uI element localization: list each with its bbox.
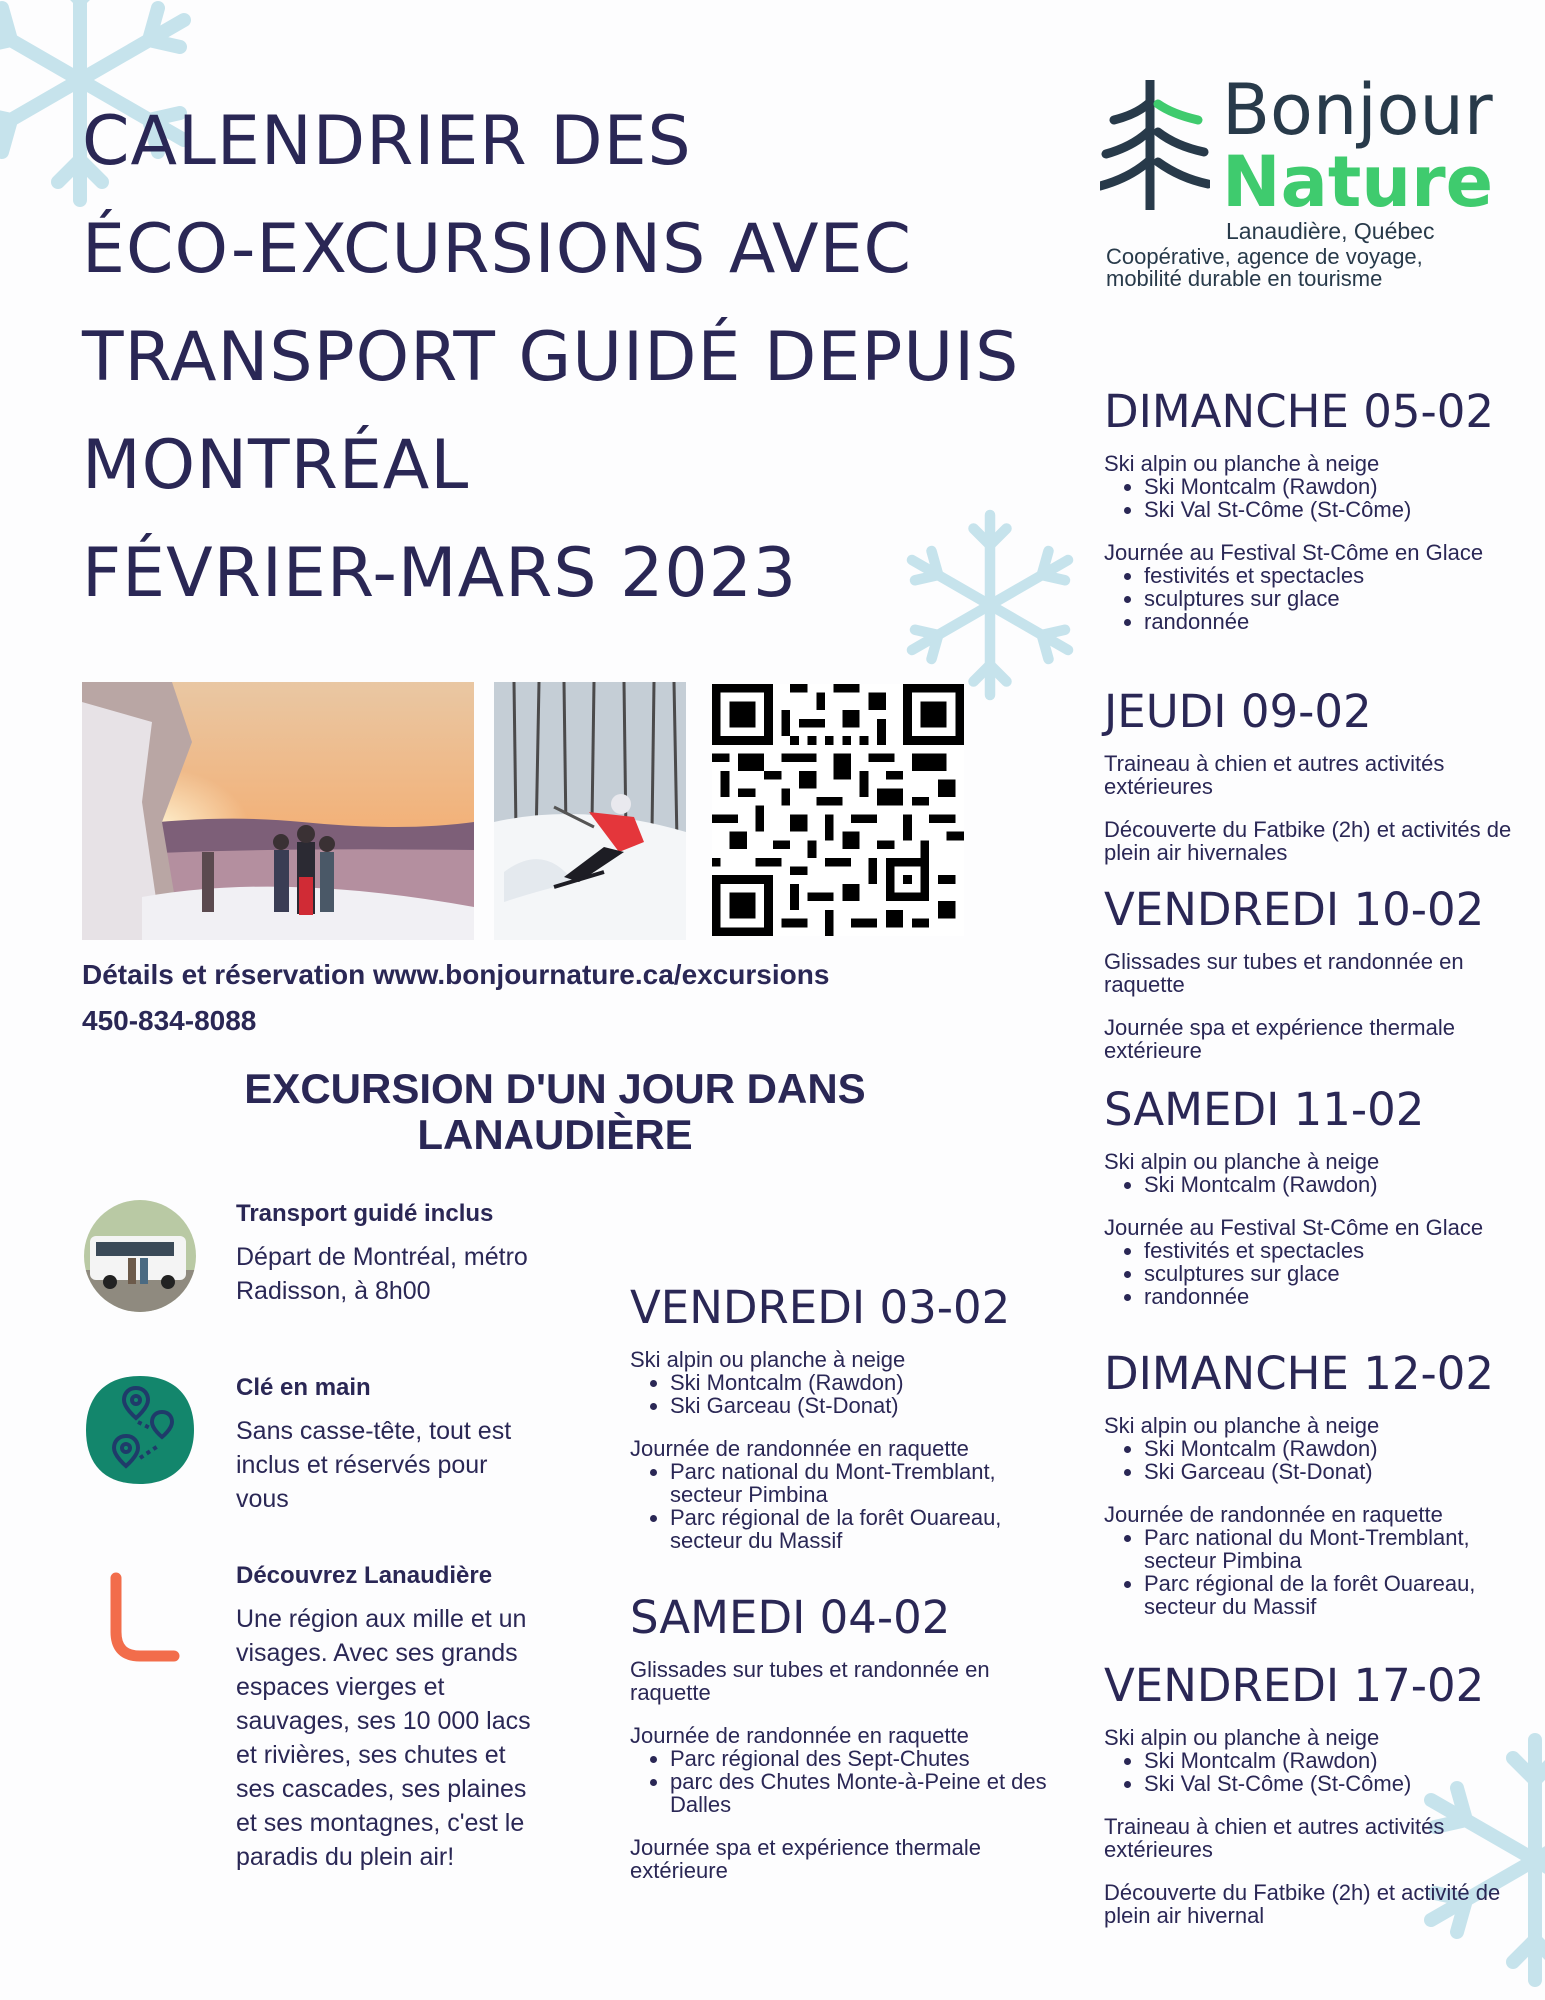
activity-list	[1104, 1173, 1524, 1196]
qr-code-icon	[712, 684, 964, 936]
list-item: • Ski Montcalm (Rawdon)	[1144, 1173, 1524, 1196]
feature-cle-en-main	[84, 1374, 554, 1524]
day-jeudi-09-02	[1104, 686, 1524, 884]
activity	[1104, 541, 1524, 633]
feature-title: Transport guidé inclus	[236, 1200, 494, 1227]
title-line: TRANSPORT GUIDÉ DEPUIS	[82, 318, 1020, 397]
list-item: • festivités et spectacles	[1144, 564, 1524, 587]
bonjour-nature-logo	[1100, 70, 1540, 310]
feature-text: Une région aux mille et un visages. Avec ses grands espaces vierges et sauvages, ses 10 000 lacs et rivières, ses chutes et ses cascades, ses plaines et ses montagnes, c'est le paradis du plein air!	[236, 1605, 531, 1871]
feature-title: Clé en main	[236, 1374, 371, 1401]
activity-name: Glissades sur tubes et randonnée en raquette	[630, 1657, 990, 1705]
activity-name: Journée spa et expérience thermale extérieure	[630, 1835, 981, 1883]
activity-name: Traineau à chien et autres activités extérieures	[1104, 751, 1445, 799]
list-item: • Ski Val St-Côme (St-Côme)	[1144, 498, 1524, 521]
activity	[1104, 1216, 1524, 1308]
day-dimanche-12-02	[1104, 1348, 1524, 1638]
activity	[1104, 1016, 1524, 1062]
lanaudiere-l-icon	[84, 1562, 196, 1674]
logo-tagline	[1106, 246, 1536, 290]
activity-name: Découverte du Fatbike (2h) et activités de plein air hivernales	[1104, 817, 1512, 865]
list-item: • Parc régional de la forêt Ouareau, secteur du Massif	[670, 1506, 1050, 1552]
day-vendredi-03-02	[630, 1282, 1050, 1572]
list-item: • sculptures sur glace	[1144, 587, 1524, 610]
feature-transport	[84, 1200, 554, 1330]
activity	[1104, 950, 1524, 996]
logo-text-bonjour: Bonjour	[1222, 69, 1493, 151]
activity	[1104, 1503, 1524, 1618]
activity-list	[1104, 475, 1524, 521]
day-date: SAMEDI 04-02	[630, 1591, 951, 1644]
activity	[1104, 1150, 1524, 1196]
activity-name: Journée de randonnée en raquette	[630, 1723, 969, 1748]
activity-name: Ski alpin ou planche à neige	[630, 1347, 906, 1372]
activity-name: Journée de randonnée en raquette	[630, 1436, 969, 1461]
logo-text-nature: Nature	[1222, 141, 1494, 223]
activity	[1104, 818, 1524, 864]
map-pins-icon	[84, 1374, 196, 1486]
activity-list	[630, 1371, 1050, 1417]
feature-text: Sans casse-tête, tout est inclus et réservés pour vous	[236, 1417, 512, 1513]
activity	[630, 1348, 1050, 1417]
activity-list	[1104, 1526, 1524, 1618]
excursion-heading: EXCURSION D'UN JOUR DANS LANAUDIÈRE	[244, 1065, 866, 1158]
activity-list	[630, 1747, 1050, 1816]
activity-name: Journée spa et expérience thermale extérieure	[1104, 1015, 1455, 1063]
activity-name: Journée au Festival St-Côme en Glace	[1104, 1215, 1484, 1240]
day-date: DIMANCHE 05-02	[1104, 385, 1494, 438]
activity-list	[630, 1460, 1050, 1552]
day-vendredi-17-02	[1104, 1660, 1524, 1947]
list-item: • Ski Montcalm (Rawdon)	[1144, 475, 1524, 498]
list-item: • Parc national du Mont-Tremblant, secteur Pimbina	[670, 1460, 1050, 1506]
title-line: CALENDRIER DES	[82, 102, 692, 181]
list-item: • Ski Montcalm (Rawdon)	[1144, 1749, 1524, 1772]
activity-name: Journée de randonnée en raquette	[1104, 1502, 1443, 1527]
activity	[1104, 452, 1524, 521]
list-item: • randonnée	[1144, 610, 1524, 633]
activity-list	[1104, 564, 1524, 633]
day-samedi-11-02	[1104, 1084, 1524, 1328]
tagline-line: mobilité durable en tourisme	[1106, 266, 1383, 291]
activity-list	[1104, 1239, 1524, 1308]
list-item: • Parc régional de la forêt Ouareau, secteur du Massif	[1144, 1572, 1524, 1618]
activity-name: Ski alpin ou planche à neige	[1104, 1413, 1380, 1438]
photo-sunset-hikers	[82, 682, 474, 940]
day-samedi-04-02	[630, 1592, 1050, 1902]
day-date: JEUDI 09-02	[1104, 685, 1372, 738]
day-date: VENDREDI 17-02	[1104, 1659, 1485, 1712]
activity	[630, 1836, 1050, 1882]
activity	[1104, 1815, 1524, 1861]
list-item: • Parc national du Mont-Tremblant, secteur Pimbina	[1144, 1526, 1524, 1572]
list-item: • Ski Garceau (St-Donat)	[670, 1394, 1050, 1417]
feature-title: Découvrez Lanaudière	[236, 1562, 493, 1589]
list-item: • parc des Chutes Monte-à-Peine et des Dalles	[670, 1770, 1050, 1816]
list-item: • Ski Val St-Côme (St-Côme)	[1144, 1772, 1524, 1795]
activity-name: Glissades sur tubes et randonnée en raquette	[1104, 949, 1464, 997]
activity-name: Découverte du Fatbike (2h) et activité de plein air hivernal	[1104, 1880, 1501, 1928]
day-vendredi-10-02	[1104, 884, 1524, 1082]
list-item: • Ski Montcalm (Rawdon)	[670, 1371, 1050, 1394]
activity	[1104, 1726, 1524, 1795]
phone-number[interactable]: 450-834-8088	[82, 1005, 257, 1036]
activity-list	[1104, 1749, 1524, 1795]
activity	[630, 1724, 1050, 1816]
day-date: VENDREDI 10-02	[1104, 883, 1485, 936]
tagline-line: Coopérative, agence de voyage,	[1106, 244, 1423, 269]
logo-region: Lanaudière, Québec	[1226, 218, 1435, 244]
pine-tree-logo-icon	[1100, 80, 1210, 210]
activity-list	[1104, 1437, 1524, 1483]
activity-name: Journée au Festival St-Côme en Glace	[1104, 540, 1484, 565]
day-date: DIMANCHE 12-02	[1104, 1347, 1494, 1400]
day-date: SAMEDI 11-02	[1104, 1083, 1425, 1136]
list-item: • randonnée	[1144, 1285, 1524, 1308]
bus-photo-icon	[84, 1200, 196, 1312]
list-item: • Parc régional des Sept-Chutes	[670, 1747, 1050, 1770]
list-item: • Ski Montcalm (Rawdon)	[1144, 1437, 1524, 1460]
title-line: ÉCO-EXCURSIONS AVEC	[82, 210, 913, 289]
day-dimanche-05-02	[1104, 386, 1524, 653]
title-line: MONTRÉAL	[82, 426, 470, 505]
activity-name: Ski alpin ou planche à neige	[1104, 451, 1380, 476]
activity-name: Ski alpin ou planche à neige	[1104, 1149, 1380, 1174]
activity-name: Traineau à chien et autres activités extérieures	[1104, 1814, 1445, 1862]
activity	[1104, 1881, 1524, 1927]
page-title	[82, 88, 1082, 628]
activity	[1104, 1414, 1524, 1483]
photo-skier	[494, 682, 686, 940]
title-line: FÉVRIER-MARS 2023	[82, 534, 798, 613]
reservation-link[interactable]: Détails et réservation www.bonjournature.ca/excursions	[82, 959, 830, 990]
list-item: • sculptures sur glace	[1144, 1262, 1524, 1285]
contact-details	[82, 952, 829, 1044]
activity	[1104, 752, 1524, 798]
activity	[630, 1658, 1050, 1704]
list-item: • festivités et spectacles	[1144, 1239, 1524, 1262]
day-date: VENDREDI 03-02	[630, 1281, 1011, 1334]
activity	[630, 1437, 1050, 1552]
feature-text: Départ de Montréal, métro Radisson, à 8h00	[236, 1243, 528, 1305]
list-item: • Ski Garceau (St-Donat)	[1144, 1460, 1524, 1483]
activity-name: Ski alpin ou planche à neige	[1104, 1725, 1380, 1750]
feature-decouvrez	[84, 1562, 554, 1942]
